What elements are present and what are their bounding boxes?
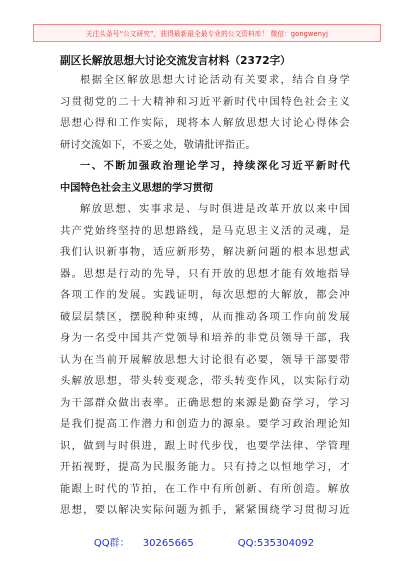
paragraph-line: 思 想 心 得 和 工 作 实 际 ， 现 将 本 人 解 放 思 想 大 讨 论 心 得 体 会 [60, 117, 350, 129]
section-heading-line: 中 国 特 色 社 会 主 义 思 想 的 学 习 贯 彻 [60, 182, 213, 194]
paragraph-line: 能 跟 上 时 代 的 节 拍 ， 在 工 作 中 有 所 创 新 、 有 所 创 造 。 解 放 [60, 482, 350, 495]
qq-number: QQ:535304092 [237, 538, 315, 549]
paragraph-line: 身 为 一 名 受 中 国 共 产 党 领 导 和 培 养 的 非 党 员 领 导 干 部 ， 我 [60, 332, 350, 344]
document-body [60, 70, 350, 522]
paragraph-line: 研 讨 交 流 如 下 ， 不 妥 之 处 ， 敬 请 批 评 指 正 。 [60, 138, 256, 151]
document-title: 副区长解放思想大讨论交流发言材料（2372字） [60, 55, 291, 67]
paragraph-line: 破 层 层 禁 区 ， 摆 脱 种 种 束 缚 ， 从 而 推 动 各 项 工 作 向 前 发 展 [60, 310, 350, 323]
qq-group-number: QQ群： 30265665 [93, 538, 194, 549]
promo-banner [33, 24, 381, 42]
paragraph-line: 根 据 全 区 解 放 思 想 大 讨 论 活 动 有 关 要 求 ， 结 合 自 身 学 [80, 74, 350, 86]
paragraph-line: 识 ， 做 到 与 时 俱 进 ， 跟 上 时 代 步 伐 ， 也 要 学 法 律 、 学 管 理 [60, 439, 350, 452]
paragraph-line: 思 想 ， 要 以 解 决 实 际 问 题 为 抓 手 ， 紧 紧 围 绕 学 习 贯 彻 习 近 [60, 504, 350, 516]
paragraph-line: 各 项 工 作 的 发 展 。 实 践 证 明 ， 每 次 思 想 的 大 解 放 ， 都 会 冲 [60, 289, 350, 301]
paragraph-line: 习 贯 彻 党 的 二 十 大 精 神 和 习 近 平 新 时 代 中 国 特 色 社 会 主 义 [60, 95, 350, 108]
section-heading-line: 一 、 不 断 加 强 政 治 理 论 学 习 ， 持 续 深 化 习 近 平 新 时 代 [80, 161, 350, 172]
promo-banner-text: 关注头条号“公文研究”，获得最新最全最专业的公文资料库！ 微信：gongwenyj [85, 30, 329, 38]
paragraph-line: 头 解 放 思 想 ， 带 头 转 变 观 念 ， 带 头 转 变 作 风 ， 以 实 际 行 动 [60, 375, 350, 387]
paragraph-line: 认 为 在 当 前 开 展 解 放 思 想 大 讨 论 很 有 必 要 ， 领 导 干 部 要 带 [60, 353, 350, 366]
paragraph-line: 是 我 们 提 高 工 作 潜 力 和 创 造 力 的 源 泉 。 要 学 习 政 治 理 论 知 [60, 418, 350, 430]
footer-contacts [0, 534, 408, 549]
paragraph-line: 共 产 党 始 终 坚 持 的 思 想 路 线 ， 是 马 克 思 主 义 活 的 灵 魂 ， 是 [60, 224, 350, 237]
paragraph-line: 为 干 部 群 众 做 出 表 率 。 正 确 思 想 的 来 源 是 勤 奋 学 习 ， 学 习 [60, 396, 350, 409]
paragraph-line: 开 拓 视 野 ， 提 高 为 民 服 务 能 力 。 只 有 持 之 以 恒 地 学 习 ， 才 [60, 461, 350, 473]
paragraph-line: 解 放 思 想 、 实 事 求 是 、 与 时 俱 进 是 改 革 开 放 以 来 中 国 [80, 203, 350, 215]
paragraph-line: 器 。 思 想 是 行 动 的 先 导 ， 只 有 开 放 的 思 想 才 能 有 效 地 指 导 [60, 267, 350, 280]
paragraph-line: 我 们 认 识 新 事 物 ， 适 应 新 形 势 ， 解 决 新 问 题 的 根 本 思 想 武 [60, 246, 350, 258]
